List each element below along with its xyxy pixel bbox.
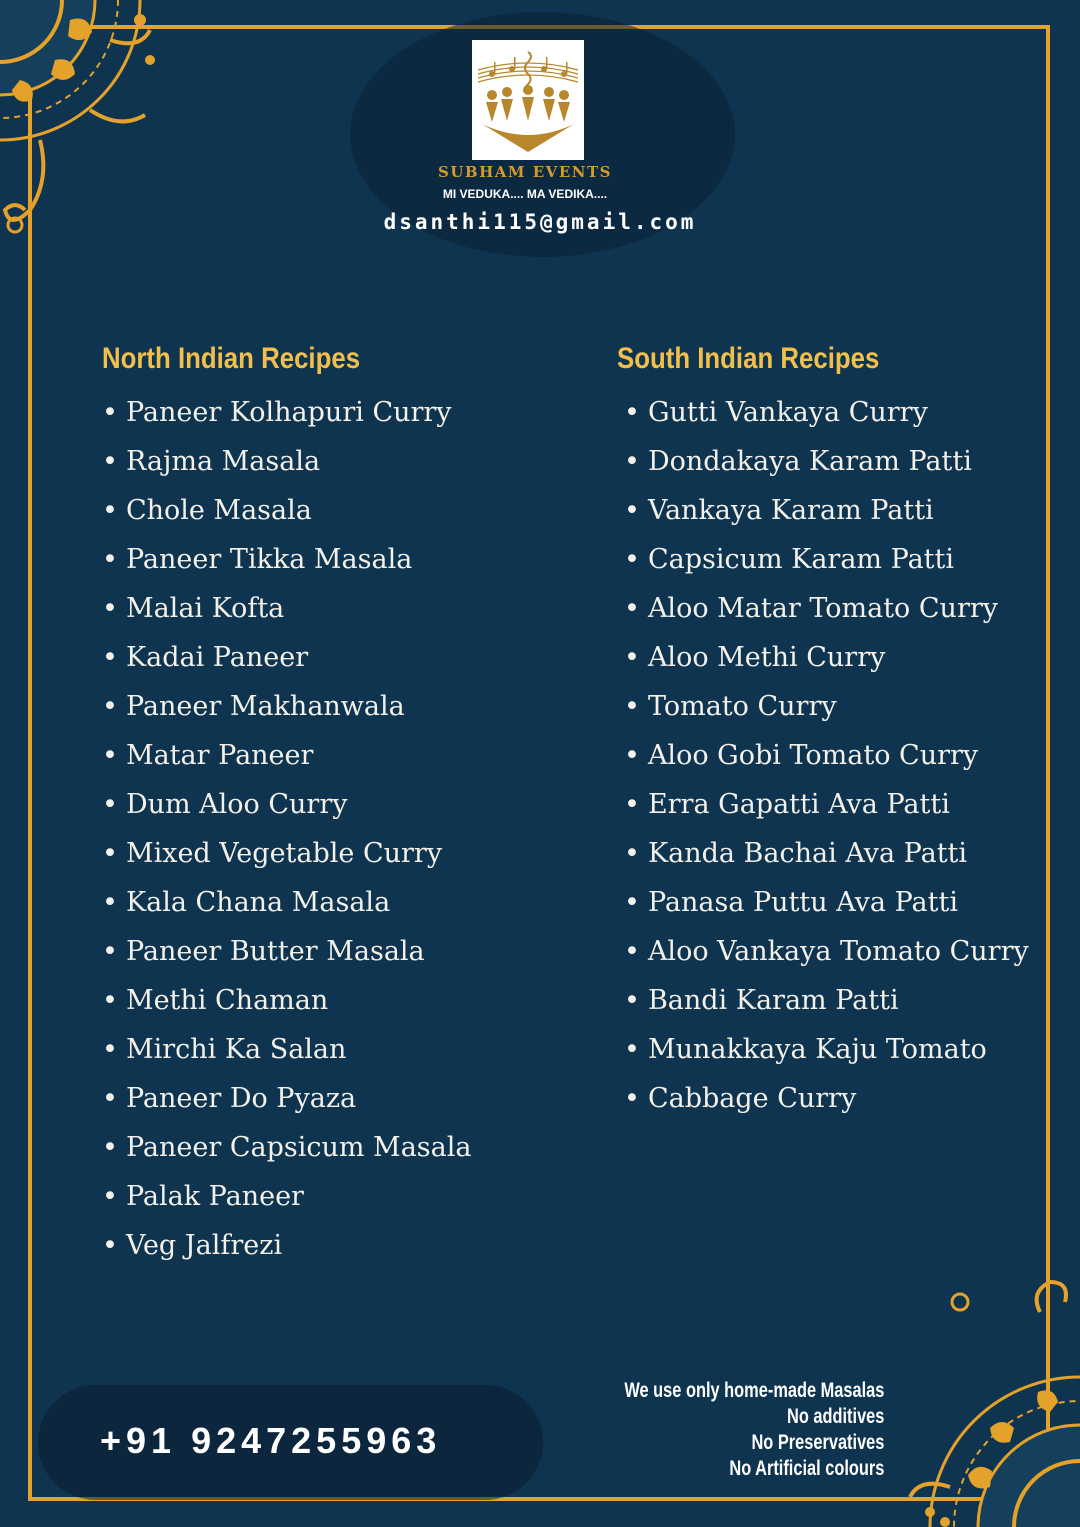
recipe-item: • Kala Chana Masala bbox=[102, 880, 471, 929]
recipe-item: • Paneer Makhanwala bbox=[102, 684, 471, 733]
note-home-made-masalas: We use only home-made Masalas bbox=[623, 1379, 884, 1402]
recipe-item: • Veg Jalfrezi bbox=[102, 1223, 471, 1272]
recipe-item: • Paneer Tikka Masala bbox=[102, 537, 471, 586]
brand-name: SUBHAM EVENTS bbox=[438, 163, 612, 181]
recipe-item: • Palak Paneer bbox=[102, 1174, 471, 1223]
note-no-artificial-colours: No Artificial colours bbox=[728, 1457, 884, 1480]
recipe-item: • Vankaya Karam Patti bbox=[624, 488, 1029, 537]
recipe-item: • Malai Kofta bbox=[102, 586, 471, 635]
recipe-item: • Mixed Vegetable Curry bbox=[102, 831, 471, 880]
footer-notes bbox=[551, 1378, 884, 1482]
recipe-item: • Aloo Gobi Tomato Curry bbox=[624, 733, 1029, 782]
note-no-preservatives: No Preservatives bbox=[751, 1431, 884, 1454]
north-indian-recipe-list bbox=[102, 390, 471, 1272]
recipe-item: • Capsicum Karam Patti bbox=[624, 537, 1029, 586]
recipe-item: • Aloo Methi Curry bbox=[624, 635, 1029, 684]
recipe-item: • Paneer Butter Masala bbox=[102, 929, 471, 978]
note-no-additives: No additives bbox=[786, 1405, 884, 1428]
recipe-item: • Aloo Matar Tomato Curry bbox=[624, 586, 1029, 635]
recipe-item: • Bandi Karam Patti bbox=[624, 978, 1029, 1027]
south-indian-recipe-list bbox=[624, 390, 1029, 1125]
recipe-item: • Paneer Kolhapuri Curry bbox=[102, 390, 471, 439]
logo bbox=[472, 40, 584, 160]
recipe-item: • Tomato Curry bbox=[624, 684, 1029, 733]
recipe-item: • Erra Gapatti Ava Patti bbox=[624, 782, 1029, 831]
recipe-item: • Kadai Paneer bbox=[102, 635, 471, 684]
brand-tagline: MI VEDUKA.... MA VEDIKA.... bbox=[442, 187, 608, 201]
recipe-item: • Aloo Vankaya Tomato Curry bbox=[624, 929, 1029, 978]
music-notes-choir-logo-icon bbox=[472, 40, 584, 160]
recipe-item: • Dum Aloo Curry bbox=[102, 782, 471, 831]
contact-email[interactable]: dsanthi115@gmail.com bbox=[383, 210, 697, 234]
north-indian-title: North Indian Recipes bbox=[102, 342, 361, 375]
mandala-corner-top-left-icon bbox=[0, 0, 175, 255]
recipe-item: • Kanda Bachai Ava Patti bbox=[624, 831, 1029, 880]
recipe-item: • Paneer Do Pyaza bbox=[102, 1076, 471, 1125]
recipe-item: • Dondakaya Karam Patti bbox=[624, 439, 1029, 488]
recipe-item: • Gutti Vankaya Curry bbox=[624, 390, 1029, 439]
recipe-item: • Cabbage Curry bbox=[624, 1076, 1029, 1125]
contact-phone[interactable]: +91 9247255963 bbox=[100, 1420, 442, 1461]
recipe-item: • Panasa Puttu Ava Patti bbox=[624, 880, 1029, 929]
mandala-corner-bottom-right-icon bbox=[890, 1272, 1080, 1527]
recipe-item: • Mirchi Ka Salan bbox=[102, 1027, 471, 1076]
recipe-item: • Paneer Capsicum Masala bbox=[102, 1125, 471, 1174]
recipe-item: • Methi Chaman bbox=[102, 978, 471, 1027]
recipe-item: • Rajma Masala bbox=[102, 439, 471, 488]
recipe-item: • Chole Masala bbox=[102, 488, 471, 537]
south-indian-title: South Indian Recipes bbox=[617, 342, 880, 375]
recipe-item: • Matar Paneer bbox=[102, 733, 471, 782]
recipe-item: • Munakkaya Kaju Tomato bbox=[624, 1027, 1029, 1076]
